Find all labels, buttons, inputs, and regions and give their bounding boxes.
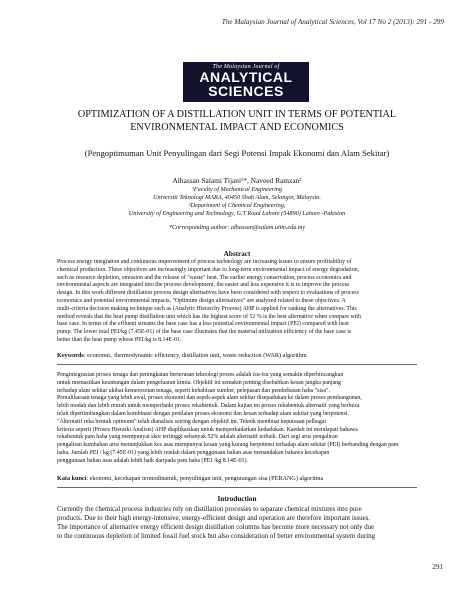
abstrak-body	[57, 372, 417, 466]
abstract-line: such as resource depletion, emission and the release of "waste" heat. The earlier energy conservation, process economics and	[57, 274, 352, 281]
affiliation-line-2: Universiti Teknologi MARA, 40450 Shah Alam, Selangor, Malaysia.	[153, 194, 321, 201]
abstrak-line: haba. Jumlah PEI / kg (7.45E-01) yang lebih rendah dalam penggunaan bahan asas menandakan bahawa kecekapan	[57, 449, 330, 456]
paper-title-line-1: OPTIMIZATION OF A DISTILLATION UNIT IN TERMS OF POTENTIAL	[77, 109, 397, 120]
paper-subtitle: (Pengoptimuman Unit Penyulingan dari Segi Potensi Impak Ekonomi dan Alam Sekitar)	[84, 148, 390, 158]
abstract-line: economics and potential environmental impacts, "Optimum design alternatives" are analyzed related to these objectives. A	[57, 297, 346, 304]
keywords-label: Keywords	[57, 352, 84, 359]
divider	[57, 487, 417, 488]
keywords-text: : economic, thermodynamic efficiency, distillation unit, waste reduction (WAR) algorithm	[83, 352, 307, 359]
paper-title-line-2: ENVIRONMENTAL IMPACT AND ECONOMICS	[130, 122, 344, 133]
abstract-line: multi-criteria decision making technique such as (Analytic Hierarchy Process) AHP is applied for ranking the alternatives. This	[57, 305, 357, 312]
paper-title	[20, 108, 454, 134]
abstrak-line: "Alternatif reka bentuk optimum" telah dianalisis seiring dengan objektif ini. Teknik membuat keputusan pelbagai	[57, 418, 326, 425]
affiliation-line-4: University of Engineering and Technology, G.T Road Lahore (54890) Lahore -Pakistan	[128, 210, 346, 217]
kata-kunci	[57, 475, 427, 483]
intro-line: The importance of alternative energy efficient design distillation columns has become more necessary not only due	[57, 524, 375, 531]
abstract-line: method reveals that the heat pump distillation unit which has the highest score of 52 % is the best alternative when compare with	[57, 313, 361, 320]
affiliation-line-3: ²Department of Chemical Engineering,	[188, 202, 286, 209]
page-number: 291	[432, 563, 443, 571]
abstrak-line: pengaliran kumbahan arus menunjukkan kes asas mempunyai kesan yang kurang berpotensi terhadap alam sekitar (PEI) berbanding dengan pam	[57, 442, 399, 449]
introduction-heading: Introduction	[217, 495, 257, 503]
abstract-line: pump. The lower total PEI/kg (7.45E-01) of the base case illustrates that the material utilization efficiency of the base case is	[57, 329, 352, 336]
author-list: Alhassan Salami Tijani¹*, Naveed Ramzan²	[172, 176, 302, 185]
abstract-line: chemical production. These objectives are increasingly important due to long-term environmental impact of energy degradation,	[57, 266, 360, 273]
abstrak-line: Pemuliharaan tenaga yang lebih awal, proses ekonomi dan aspek-aspek alam sekitar disepadukan ke dalam proses pembangunan,	[57, 395, 362, 402]
abstrak-line: penggunaan bahan asas adalah lebih baik daripada pam haba (PEI /kg 8.14E-01).	[57, 457, 248, 464]
divider	[57, 364, 417, 365]
abstrak-line: rekabentuk pam haba yang mempunyai skor tertinggi sebanyak 52% adalah alternatif terbaik. Dari segi arus pengaliran	[57, 434, 338, 441]
abstrak-line: terhadap alam sekitar akibat kemerosotan tenaga, seperti kehabisan sumber, pelepasan dan pembebasan haba "sisa".	[57, 387, 330, 394]
affiliation-line-1: ¹Faculty of Mechanical Engineering	[192, 186, 282, 193]
abstrak-line: untuk memastikan keuntungan dalam pengeluaran kimia. Objektif ini semakin penting disebabkan kesan jangka panjang	[57, 379, 341, 386]
keywords	[57, 352, 427, 360]
abstract-line: environmental aspects are integrated into the process development, the easier and less expensive it is to improve the process	[57, 282, 350, 289]
intro-line: Currently the chemical process industries rely on distillation processes to separate chemical mixtures into pure	[57, 506, 362, 513]
abstrak-line: telah dipertimbangkan dalam kombinasi dengan penilaian proses ekonomi dan kesan terhadap alam sekitar yang berpotensi.	[57, 410, 349, 417]
logo-line-3: SCIENCES	[208, 83, 284, 99]
kata-kunci-label: Kata kunci	[57, 475, 87, 482]
introduction-body	[57, 505, 419, 541]
abstract-line: design. In this work different distillation process design alternatives have been considered with respect to evaluations of process	[57, 290, 359, 297]
kata-kunci-text: : ekonomi, kecekapan termodinamik, penyulingan unit, pengurangan sisa (PERANG) algoritma	[86, 475, 324, 482]
abstrak-line: Pengintegrasian proses tenaga dan peningkatan berterusan teknologi proses adalah isu-isu yang semakin diperbincangkan	[57, 372, 344, 378]
logo-line-2: ANALYTICAL	[199, 69, 293, 85]
corresponding-author: *Corresponding author: alhassan@salam.uitm.edu.my	[168, 224, 306, 231]
intro-line: products. Due to their high energy-intensive, energy-efficient design and operation are therefore important issues.	[57, 515, 371, 522]
abstract-line: Process energy integration and continuous improvement of process technology are increasing issues to ensure profitability of	[57, 259, 352, 265]
abstract-body	[57, 259, 417, 345]
abstrak-line: kriteria seperti (Proses Hierarki Analisis) AHP diaplikasikan untuk memperkadarkan kedudukan. Kaedah ini mendapati bahawa	[57, 426, 358, 433]
journal-running-head: The Malaysian Journal of Analytical Sciences, Vol 17 No 2 (2013): 291 - 299	[221, 18, 444, 26]
abstract-line: better than the heat pump whose PEI/kg is 8.14E-01.	[57, 336, 182, 343]
journal-logo	[183, 62, 309, 102]
abstrak-line: lebih mudah dan lebih murah untuk memperbaiki proses rekabentuk. Dalam kajian ini proses rekabentuk alternatif yang berbeza	[57, 403, 360, 410]
abstract-line: base case. In terms of the effluent streams the base case has a less potential environmental impact (PEI) compared with heat	[57, 321, 349, 328]
abstract-heading: Abstract	[223, 250, 251, 258]
intro-line: to the continuous depletion of limited fossil fuel stock but also consideration of better environmental system during	[57, 533, 376, 540]
logo-line-1: The Malaysian Journal of	[212, 64, 280, 70]
